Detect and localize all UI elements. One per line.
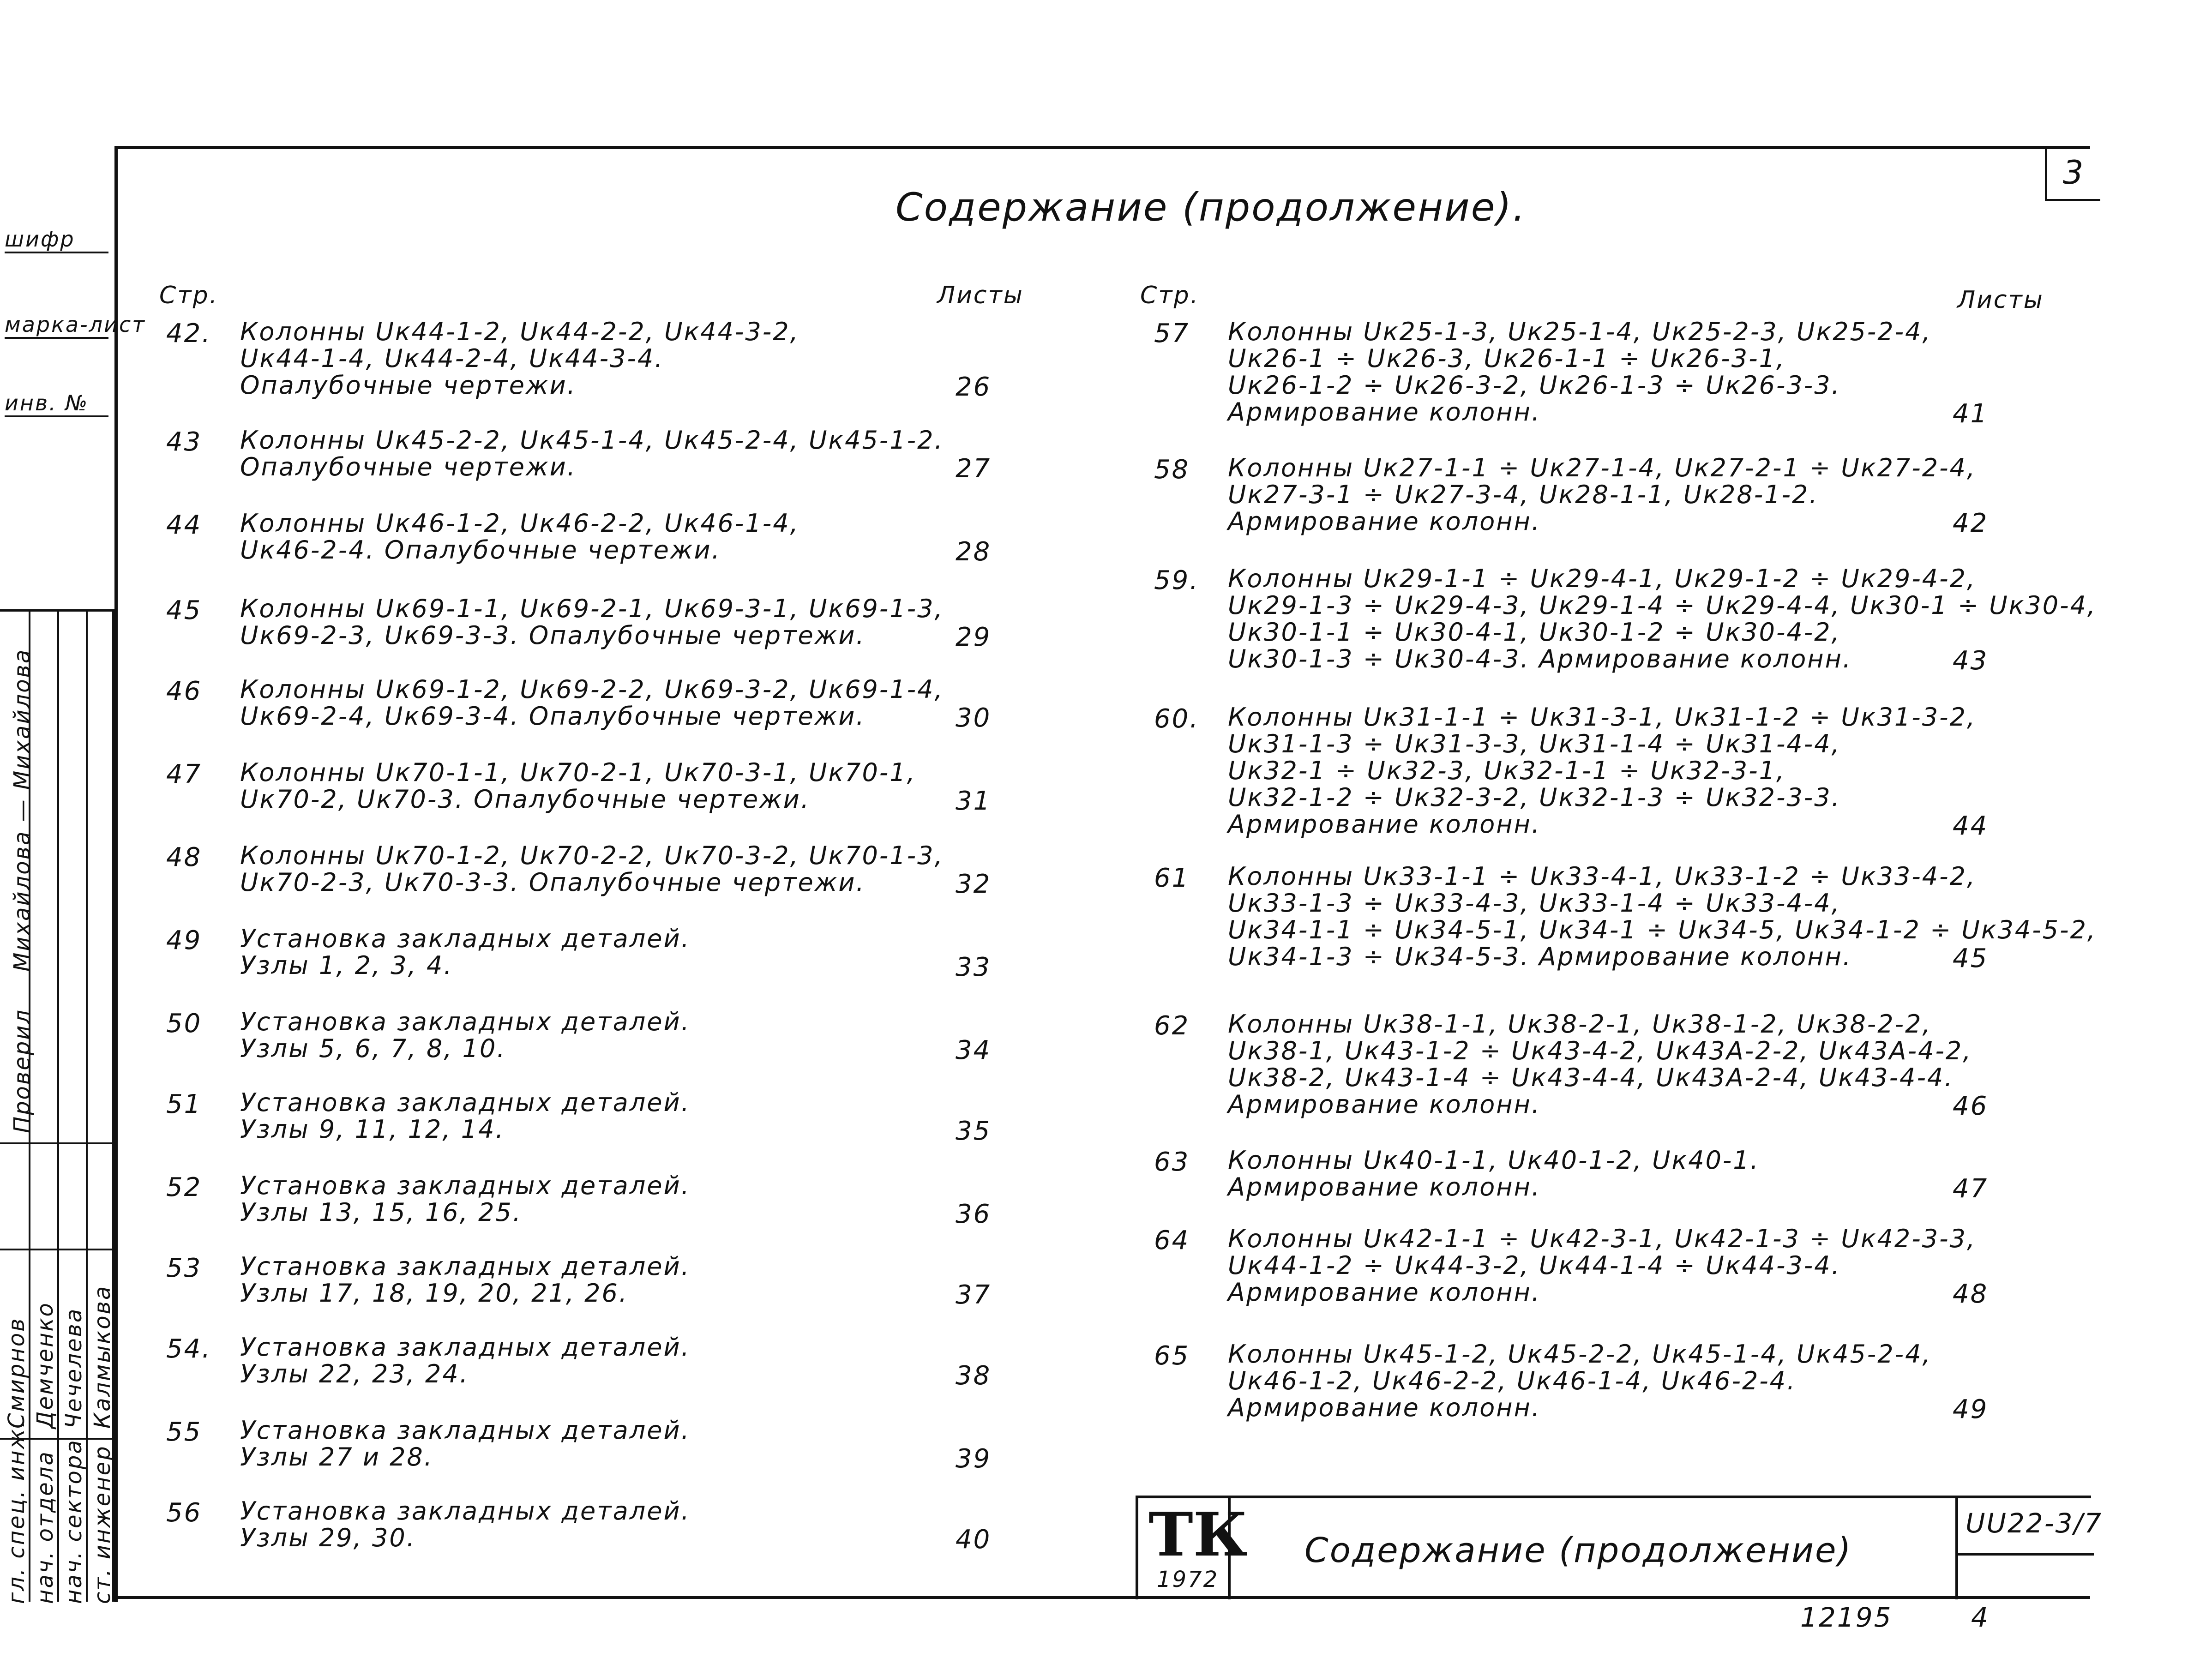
entry-description [240, 1172, 691, 1226]
entry-description [240, 1498, 691, 1551]
tk-year: 1972 [1157, 1567, 1219, 1592]
entry-line: Узлы 5, 6, 7, 8, 10. [240, 1034, 506, 1063]
entry-line: Uк70-2, Uк70-3. Опалубочные чертежи. [240, 785, 810, 814]
footer-page-number: 4 [1971, 1602, 1990, 1633]
entry-line: Uк27-3-1 ÷ Uк27-3-4, Uк28-1-1, Uк28-1-2. [1228, 480, 1819, 509]
entry-page-number: 59. [1154, 565, 1200, 595]
entry-page-number: 46 [166, 676, 202, 706]
entry-page-number: 57 [1154, 318, 1190, 348]
tk-stamp [1138, 1498, 1248, 1599]
entry-line: Колонны Uк69-1-1, Uк69-2-1, Uк69-3-1, Uк69-1-3, [240, 594, 944, 623]
entry-line: Колонны Uк33-1-1 ÷ Uк33-4-1, Uк33-1-2 ÷ Uк33-4-2, [1228, 862, 1977, 891]
entry-sheet-number: 37 [956, 1280, 992, 1310]
entry-sheet-number: 33 [956, 952, 992, 982]
entry-page-number: 54. [166, 1334, 212, 1364]
entry-line: Колонны Uк45-2-2, Uк45-1-4, Uк45-2-4, Uк45-1-2. [240, 426, 944, 455]
inventory-number: 12195 [1800, 1602, 1893, 1633]
entry-sheet-number: 47 [1953, 1174, 1989, 1204]
entry-line: Армирование колонн. [1228, 1278, 1541, 1307]
approval-label: Проверил [9, 1008, 35, 1133]
entry-page-number: 45 [166, 595, 202, 625]
entry-line: Установка закладных деталей. [240, 924, 691, 953]
entry-line: Опалубочные чертежи. [240, 371, 577, 400]
entry-line: Uк31-1-3 ÷ Uк31-3-3, Uк31-1-4 ÷ Uк31-4-4, [1228, 729, 1841, 758]
entry-page-number: 56 [166, 1498, 202, 1528]
entry-description [240, 595, 944, 649]
entry-line: Узлы 9, 11, 12, 14. [240, 1115, 505, 1144]
tk-logo: ТК [1148, 1499, 1248, 1570]
entry-page-number: 53 [166, 1253, 202, 1283]
entry-description [240, 1253, 691, 1307]
entry-description [240, 1009, 691, 1062]
strip-label-inventory: инв. № [5, 390, 108, 417]
entry-description [1228, 1147, 1760, 1201]
entry-line: Uк32-1 ÷ Uк32-3, Uк32-1-1 ÷ Uк32-3-1, [1228, 756, 1786, 785]
entry-description [1228, 318, 1932, 426]
entry-line: Узлы 1, 2, 3, 4. [240, 951, 453, 980]
entry-sheet-number: 43 [1953, 646, 1989, 676]
entry-line: Колонны Uк42-1-1 ÷ Uк42-3-1, Uк42-1-3 ÷ Uк42-3-3, [1228, 1224, 1977, 1253]
entry-description [240, 759, 916, 813]
strip-label-cipher: шифр [5, 227, 108, 253]
signature-table [0, 609, 114, 1602]
entry-page-number: 44 [166, 510, 202, 540]
entry-page-number: 55 [166, 1417, 202, 1447]
left-header-sheets: Листы [937, 282, 1024, 309]
entry-line: Колонны Uк40-1-1, Uк40-1-2, Uк40-1. [1228, 1146, 1760, 1175]
entry-line: Колонны Uк45-1-2, Uк45-2-2, Uк45-1-4, Uк45-2-4, [1228, 1340, 1932, 1369]
entry-line: Установка закладных деталей. [240, 1007, 691, 1036]
title-block [1136, 1496, 2103, 1599]
entry-line: Армирование колонн. [1228, 397, 1541, 427]
entry-page-number: 47 [166, 759, 202, 789]
entry-line: Uк30-1-3 ÷ Uк30-4-3. Армирование колонн. [1228, 644, 1852, 673]
position-dept-head: нач. отдела [32, 1450, 58, 1604]
entry-line: Uк44-1-4, Uк44-2-4, Uк44-3-4. [240, 344, 664, 373]
entry-sheet-number: 42 [1953, 508, 1989, 538]
entry-line: Установка закладных деталей. [240, 1496, 691, 1526]
position-chief-engineer: гл. спец. инж. [4, 1419, 30, 1604]
entry-sheet-number: 49 [1953, 1394, 1989, 1424]
entry-line: Узлы 22, 23, 24. [240, 1359, 469, 1388]
entry-page-number: 49 [166, 925, 202, 955]
title-block-title: Содержание (продолжение) [1304, 1531, 1852, 1570]
name-demchenko: Демченко [32, 1302, 58, 1429]
entry-sheet-number: 40 [956, 1525, 992, 1555]
entry-description [240, 510, 799, 564]
right-header-sheets: Листы [1957, 286, 2044, 314]
entry-line: Колонны Uк44-1-2, Uк44-2-2, Uк44-3-2, [240, 317, 799, 346]
entry-description [240, 1334, 691, 1388]
entry-line: Uк29-1-3 ÷ Uк29-4-3, Uк29-1-4 ÷ Uк29-4-4, Uк30-1 ÷ Uк30-4, [1228, 591, 2097, 620]
name-kalmykova: Калмыкова [90, 1285, 115, 1429]
entry-page-number: 58 [1154, 455, 1190, 485]
entry-description [1228, 1011, 1972, 1118]
entry-line: Армирование колонн. [1228, 1393, 1541, 1422]
entry-sheet-number: 30 [956, 703, 992, 733]
strip-label-sheet-mark: марка-лист [5, 312, 108, 339]
entry-page-number: 62 [1154, 1011, 1190, 1041]
name-smirnov: Смирнов [4, 1317, 30, 1429]
entry-line: Опалубочные чертежи. [240, 452, 577, 481]
entry-line: Uк44-1-2 ÷ Uк44-3-2, Uк44-1-4 ÷ Uк44-3-4. [1228, 1251, 1841, 1280]
entry-line: Uк33-1-3 ÷ Uк33-4-3, Uк33-1-4 ÷ Uк33-4-4, [1228, 889, 1841, 918]
entry-page-number: 48 [166, 842, 202, 872]
entry-page-number: 43 [166, 427, 202, 457]
entry-line: Узлы 17, 18, 19, 20, 21, 26. [240, 1279, 629, 1308]
entry-line: Uк34-1-1 ÷ Uк34-5-1, Uк34-1 ÷ Uк34-5, Uк34-1-2 ÷ Uк34-5-2, [1228, 915, 2097, 944]
document-code: UU22-3/7 [1966, 1508, 2103, 1539]
entry-line: Армирование колонн. [1228, 1172, 1541, 1201]
entry-sheet-number: 45 [1953, 943, 1989, 973]
entry-line: Армирование колонн. [1228, 507, 1541, 536]
entry-sheet-number: 29 [956, 622, 992, 652]
entry-page-number: 42. [166, 318, 212, 348]
entry-line: Узлы 13, 15, 16, 25. [240, 1198, 522, 1227]
entry-line: Uк26-1-2 ÷ Uк26-3-2, Uк26-1-3 ÷ Uк26-3-3. [1228, 371, 1841, 400]
sign-row-divider [0, 1249, 112, 1250]
sign-row-divider [0, 1142, 112, 1144]
entry-page-number: 50 [166, 1009, 202, 1039]
entry-sheet-number: 41 [1953, 399, 1989, 429]
entry-sheet-number: 36 [956, 1199, 992, 1229]
sheet-number: 3 [2045, 146, 2100, 201]
entry-description [1228, 455, 1976, 535]
entry-sheet-number: 28 [956, 537, 992, 567]
entry-line: Колонны Uк38-1-1, Uк38-2-1, Uк38-1-2, Uк38-2-2, [1228, 1009, 1932, 1039]
left-header-page: Стр. [159, 282, 219, 309]
entry-line: Колонны Uк31-1-1 ÷ Uк31-3-1, Uк31-1-2 ÷ Uк31-3-2, [1228, 703, 1977, 732]
position-senior-engineer: ст. инженер [90, 1445, 115, 1604]
entry-line: Установка закладных деталей. [240, 1333, 691, 1362]
entry-line: Колонны Uк69-1-2, Uк69-2-2, Uк69-3-2, Uк69-1-4, [240, 675, 944, 704]
entry-sheet-number: 48 [1953, 1279, 1989, 1309]
entry-page-number: 52 [166, 1172, 202, 1202]
entry-line: Колонны Uк27-1-1 ÷ Uк27-1-4, Uк27-2-1 ÷ Uк27-2-4, [1228, 453, 1977, 482]
entry-description [1228, 1341, 1932, 1421]
entry-line: Uк69-2-3, Uк69-3-3. Опалубочные чертежи. [240, 621, 866, 650]
entry-sheet-number: 32 [956, 869, 992, 899]
entry-line: Колонны Uк29-1-1 ÷ Uк29-4-1, Uк29-1-2 ÷ Uк29-4-2, [1228, 564, 1977, 593]
entry-page-number: 64 [1154, 1225, 1190, 1256]
code-cell-divider [1958, 1553, 2094, 1556]
entry-line: Узлы 27 и 28. [240, 1442, 433, 1472]
name-chechelova: Чечелева [61, 1307, 87, 1429]
entry-line: Uк70-2-3, Uк70-3-3. Опалубочные чертежи. [240, 868, 866, 897]
page-title: Содержание (продолжение). [896, 185, 1527, 230]
entry-sheet-number: 38 [956, 1361, 992, 1391]
entry-line: Колонны Uк70-1-1, Uк70-2-1, Uк70-3-1, Uк70-1, [240, 758, 916, 787]
entry-sheet-number: 34 [956, 1035, 992, 1065]
document-code-cell [1955, 1498, 2103, 1599]
entry-sheet-number: 46 [1953, 1091, 1989, 1121]
entry-line: Армирование колонн. [1228, 810, 1541, 839]
right-header-page: Стр. [1140, 282, 1200, 309]
entry-page-number: 60. [1154, 704, 1200, 734]
entry-line: Армирование колонн. [1228, 1090, 1541, 1119]
entry-page-number: 63 [1154, 1147, 1190, 1177]
position-sector-head: нач. сектора [61, 1439, 87, 1604]
entry-sheet-number: 35 [956, 1116, 992, 1146]
entry-line: Установка закладных деталей. [240, 1088, 691, 1117]
entry-line: Uк26-1 ÷ Uк26-3, Uк26-1-1 ÷ Uк26-3-1, [1228, 344, 1786, 373]
entry-line: Uк34-1-3 ÷ Uк34-5-3. Армирование колонн. [1228, 942, 1852, 971]
entry-line: Uк38-1, Uк43-1-2 ÷ Uк43-4-2, Uк43А-2-2, Uк43А-4-2, [1228, 1036, 1972, 1065]
entry-line: Колонны Uк46-1-2, Uк46-2-2, Uк46-1-4, [240, 509, 799, 538]
entry-description [240, 676, 944, 730]
entry-description [240, 1417, 691, 1471]
entry-sheet-number: 44 [1953, 811, 1989, 841]
entry-description [1228, 1225, 1976, 1306]
entry-line: Uк46-1-2, Uк46-2-2, Uк46-1-4, Uк46-2-4. [1228, 1366, 1797, 1395]
entry-description [240, 925, 691, 979]
entry-page-number: 65 [1154, 1341, 1190, 1371]
entry-sheet-number: 27 [956, 454, 992, 484]
entry-line: Колонны Uк70-1-2, Uк70-2-2, Uк70-3-2, Uк70-1-3, [240, 841, 944, 870]
entry-line: Uк69-2-4, Uк69-3-4. Опалубочные чертежи. [240, 702, 866, 731]
entry-sheet-number: 39 [956, 1444, 992, 1474]
entry-line: Установка закладных деталей. [240, 1416, 691, 1445]
entry-page-number: 51 [166, 1089, 202, 1119]
entry-sheet-number: 31 [956, 786, 992, 816]
approval-names: Михайлова — Михайлова [9, 648, 35, 972]
entry-description [240, 427, 944, 481]
entry-description [240, 318, 799, 399]
entry-line: Uк38-2, Uк43-1-4 ÷ Uк43-4-4, Uк43А-2-4, Uк43-4-4. [1228, 1063, 1954, 1092]
entry-page-number: 61 [1154, 863, 1190, 893]
entry-line: Установка закладных деталей. [240, 1171, 691, 1200]
entry-description [240, 842, 944, 896]
entry-line: Uк30-1-1 ÷ Uк30-4-1, Uк30-1-2 ÷ Uк30-4-2, [1228, 618, 1841, 647]
entry-line: Узлы 29, 30. [240, 1523, 416, 1552]
entry-line: Колонны Uк25-1-3, Uк25-1-4, Uк25-2-3, Uк25-2-4, [1228, 317, 1932, 346]
entry-line: Uк46-2-4. Опалубочные чертежи. [240, 535, 721, 565]
entry-line: Установка закладных деталей. [240, 1252, 691, 1281]
entry-line: Uк32-1-2 ÷ Uк32-3-2, Uк32-1-3 ÷ Uк32-3-3. [1228, 783, 1841, 812]
entry-description [240, 1089, 691, 1143]
entry-sheet-number: 26 [956, 372, 992, 402]
entry-description [1228, 704, 1976, 838]
